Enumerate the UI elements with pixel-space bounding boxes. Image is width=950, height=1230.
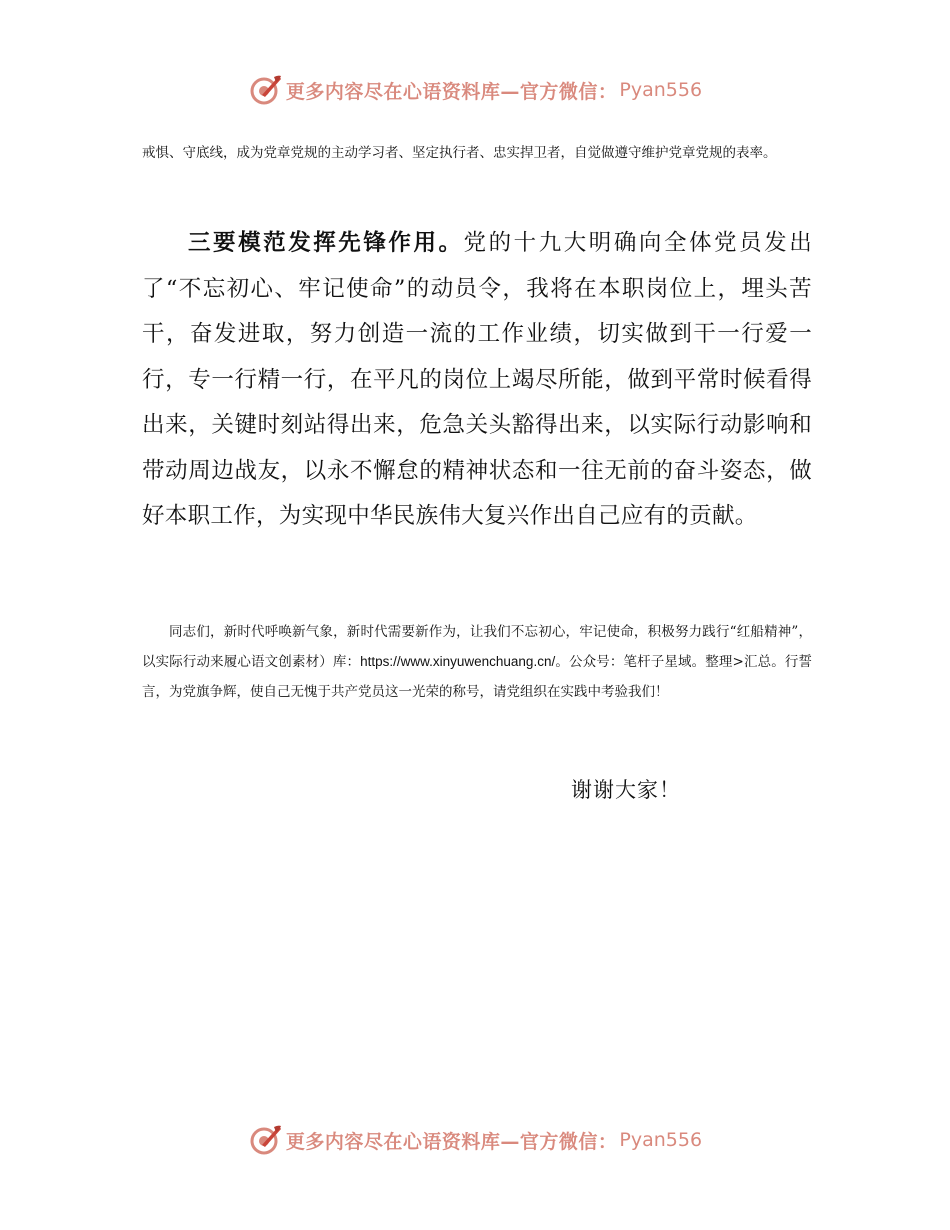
closing-thanks: 谢谢大家！ xyxy=(571,778,681,802)
quill-pen-logo-icon xyxy=(248,73,282,107)
quill-pen-logo-icon xyxy=(248,1123,282,1157)
paragraph-3-url: https://www.xinyuwenchuang.cn/ xyxy=(360,654,556,669)
paragraph-1: 戒惧、守底线，成为党章党规的主动学习者、坚定执行者、忠实捍卫者，自觉做遵守维护党章党规的表率。 xyxy=(142,145,777,161)
banner-wechat-id: Pyan556 xyxy=(619,1129,703,1151)
banner-text: 更多内容尽在心语资料库—官方微信： xyxy=(285,1130,618,1153)
paragraph-3 xyxy=(142,617,812,707)
footer-banner xyxy=(0,1120,950,1160)
paragraph-2-lead: 三要模范发挥先锋作用。 xyxy=(188,230,464,256)
header-banner xyxy=(0,70,950,110)
banner-text: 更多内容尽在心语资料库—官方微信： xyxy=(285,80,618,103)
banner-wechat-id: Pyan556 xyxy=(619,79,703,101)
paragraph-3-start: 同志们，新时代呼唤新气象，新时代需要新作为，让我们不忘初心，牢记使命，积极努力践行“红船精神”，以实际行动来履心语文创素材）库： xyxy=(142,624,812,670)
paragraph-2 xyxy=(142,221,812,540)
paragraph-2-body: 党的十九大明确向全体党员发出了“不忘初心、牢记使命”的动员令，我将在本职岗位上，埋头苦干，奋发进取，努力创造一流的工作业绩，切实做到干一行爱一行，专一行精一行，在平凡的岗位上竭尽所能，做到平常时候看得出来，关键时刻站得出来，危急关头豁得出来，以实际行动影响和带动周边战友，以永不懈怠的精神状态和一往无前的奋斗姿态，做好本职工作，为实现中华民族伟大复兴作出自己应有的贡献。 xyxy=(142,230,812,529)
paragraph-3-end: 。公众号：笔杆子星域。整理>汇总。行誓言，为党旗争辉，使自己无愧于共产党员这一光荣的称号，请党组织在实践中考验我们！ xyxy=(142,654,812,700)
